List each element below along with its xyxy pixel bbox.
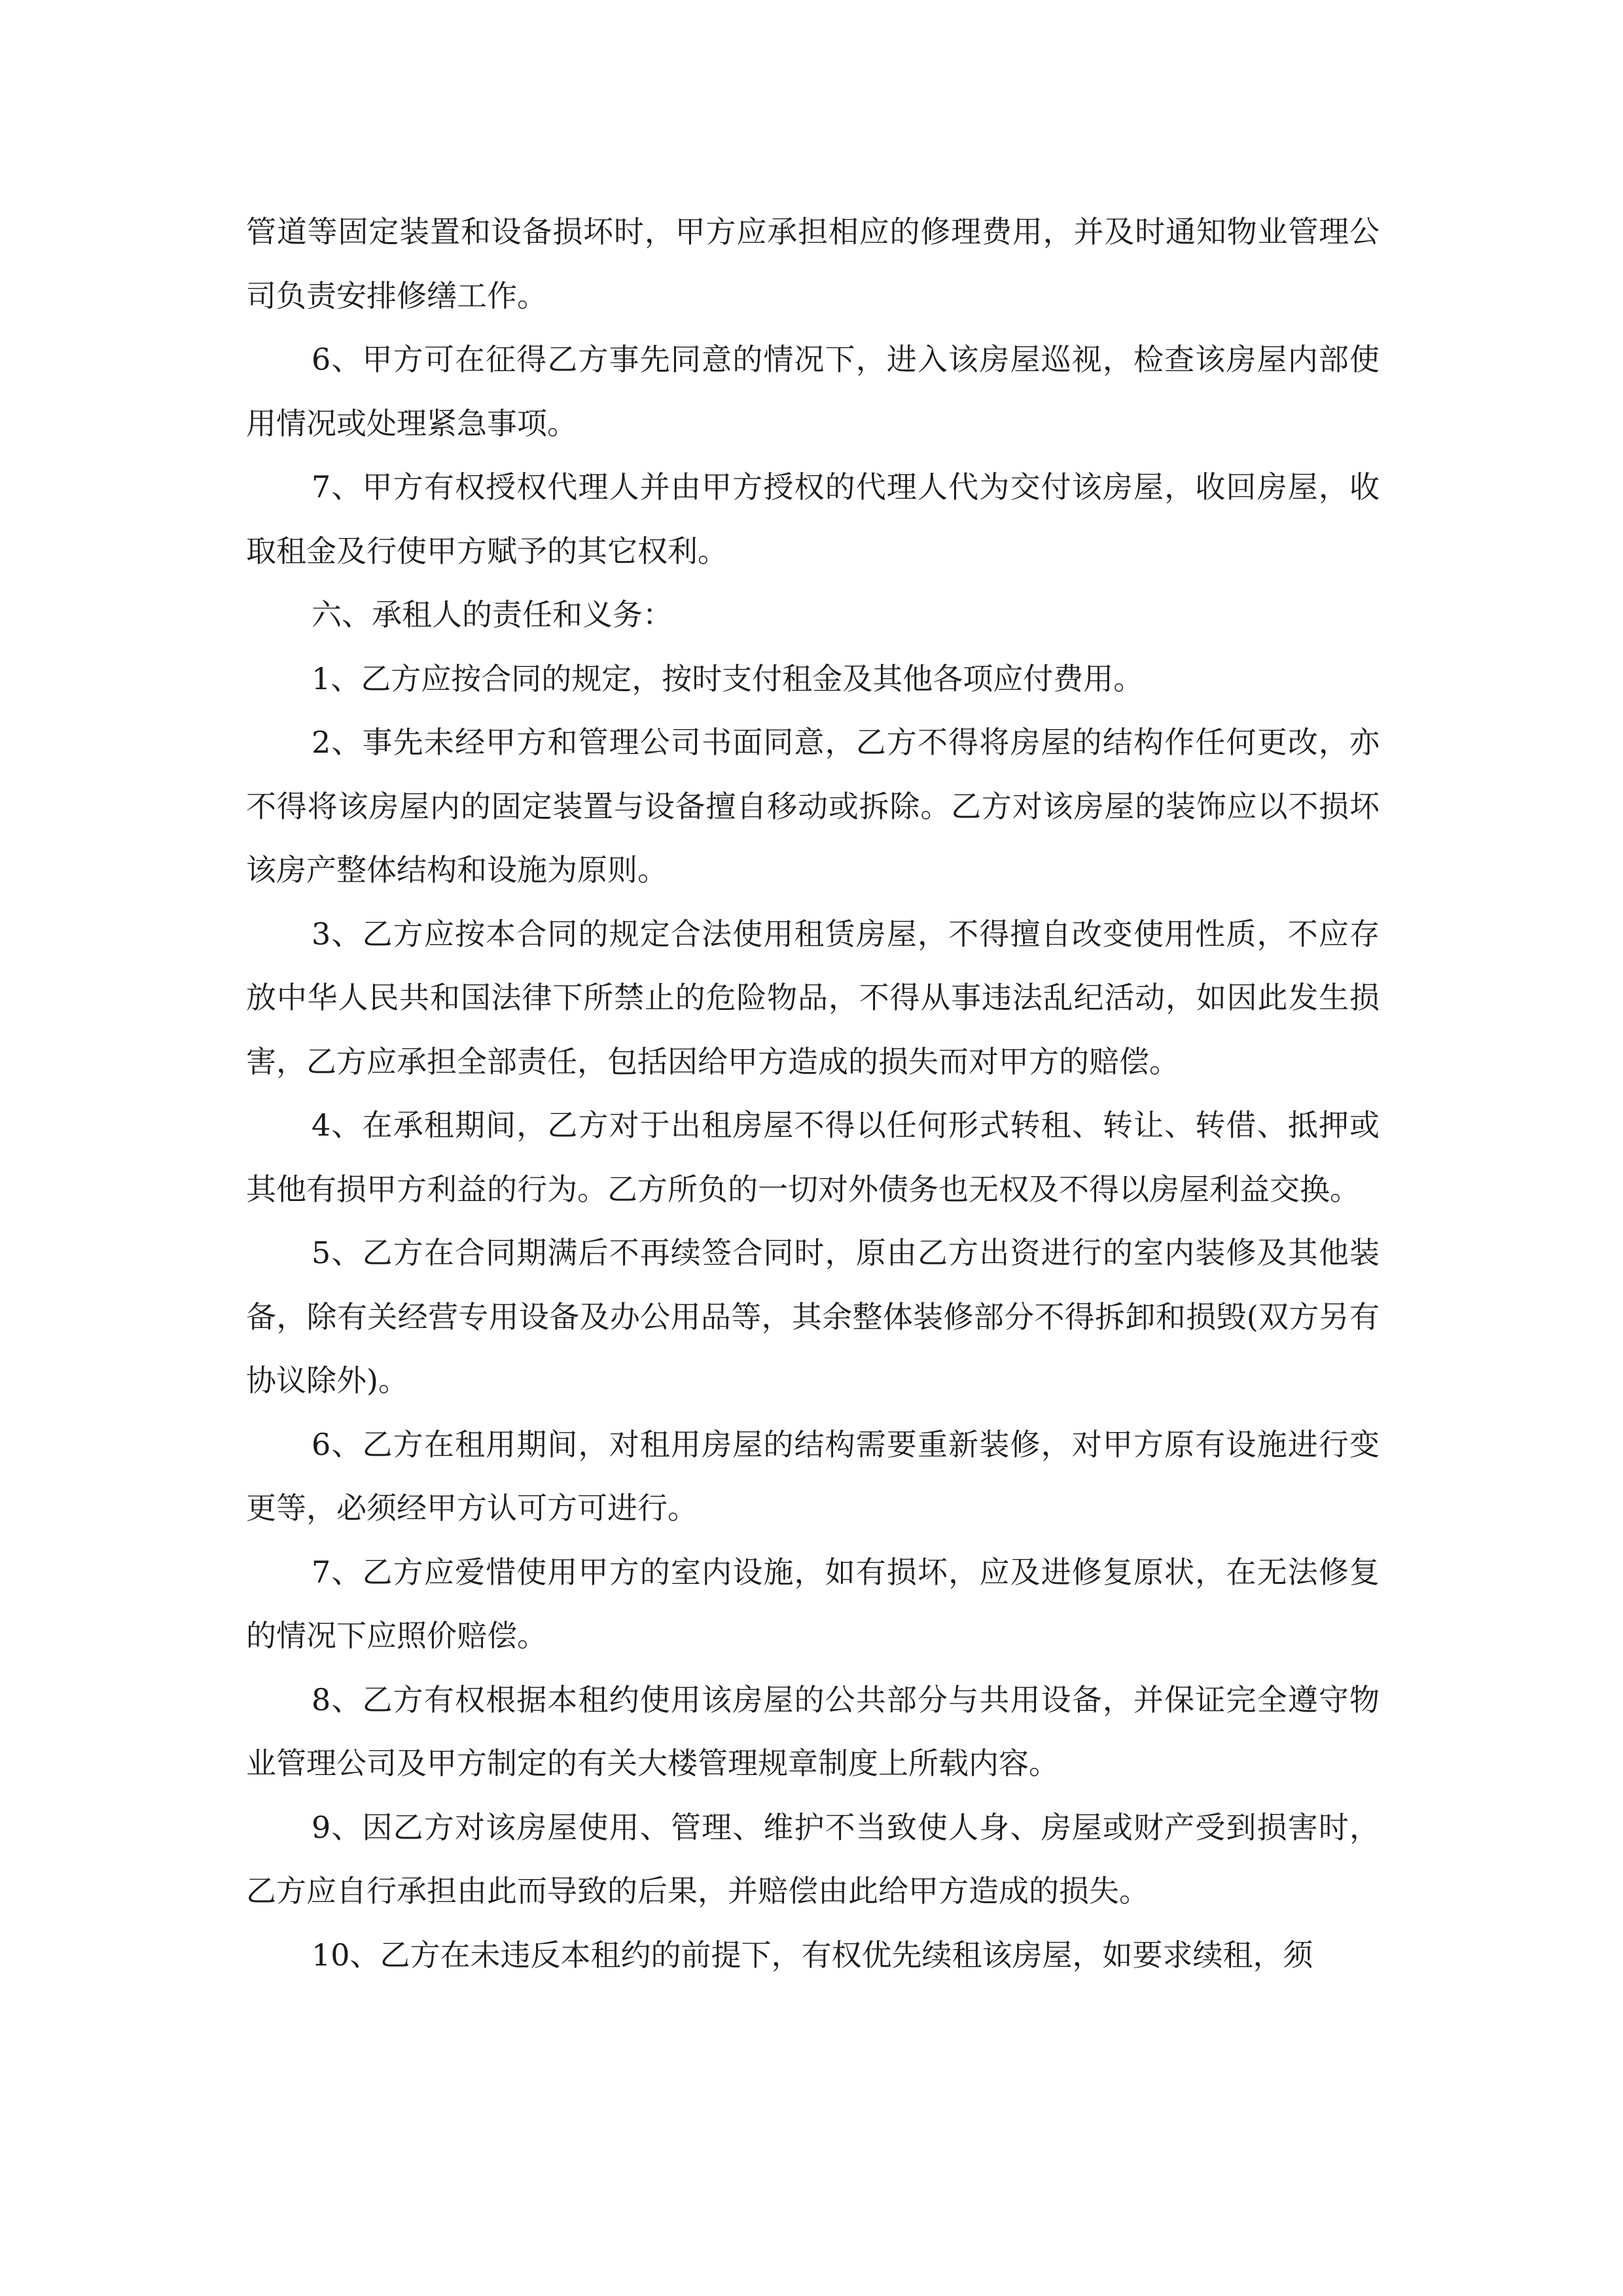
paragraph-8: 4、在承租期间，乙方对于出租房屋不得以任何形式转租、转让、转借、抵押或其他有损甲方利益的行为。乙方所负的一切对外债务也无权及不得以房屋利益交换。	[246, 1107, 1380, 1207]
paragraph-6: 2、事先未经甲方和管理公司书面同意，乙方不得将房屋的结构作任何更改，亦不得将该房屋内的固定装置与设备擅自移动或拆除。乙方对该房屋的装饰应以不损坏该房产整体结构和设施为原则。	[246, 725, 1380, 888]
paragraph-11: 7、乙方应爱惜使用甲方的室内设施，如有损坏，应及进修复原状，在无法修复的情况下应照价赔偿。	[246, 1554, 1380, 1653]
paragraph-13: 9、因乙方对该房屋使用、管理、维护不当致使人身、房屋或财产受到损害时，乙方应自行承担由此而导致的后果，并赔偿由此给甲方造成的损失。	[246, 1809, 1380, 1909]
paragraph-14: 10、乙方在未违反本租约的前提下，有权优先续租该房屋，如要求续租，须	[312, 1937, 1313, 1973]
paragraph-9: 5、乙方在合同期满后不再续签合同时，原由乙方出资进行的室内装修及其他装备，除有关经营专用设备及办公用品等，其余整体装修部分不得拆卸和损毁(双方另有协议除外)。	[246, 1235, 1380, 1398]
paragraph-3: 7、甲方有权授权代理人并由甲方授权的代理人代为交付该房屋，收回房屋，收取租金及行使甲方赋予的其它权利。	[246, 469, 1380, 569]
document-body	[246, 200, 1380, 1987]
paragraph-5: 1、乙方应按合同的规定，按时支付租金及其他各项应付费用。	[312, 660, 1144, 696]
paragraph-12: 8、乙方有权根据本租约使用该房屋的公共部分与共用设备，并保证完全遵守物业管理公司及甲方制定的有关大楼管理规章制度上所载内容。	[246, 1681, 1380, 1781]
paragraph-7: 3、乙方应按本合同的规定合法使用租赁房屋，不得擅自改变使用性质，不应存放中华人民共和国法律下所禁止的危险物品，不得从事违法乱纪活动，如因此发生损害，乙方应承担全部责任，包括因给甲方造成的损失而对甲方的赔偿。	[246, 916, 1380, 1079]
paragraph-2: 6、甲方可在征得乙方事先同意的情况下，进入该房屋巡视，检查该房屋内部使用情况或处理紧急事项。	[246, 342, 1380, 441]
section-heading-6: 六、承租人的责任和义务：	[312, 597, 673, 632]
paragraph-1: 管道等固定装置和设备损坏时，甲方应承担相应的修理费用，并及时通知物业管理公司负责安排修缮工作。	[246, 214, 1380, 314]
paragraph-10: 6、乙方在租用期间，对租用房屋的结构需要重新装修，对甲方原有设施进行变更等，必须经甲方认可方可进行。	[246, 1426, 1380, 1526]
